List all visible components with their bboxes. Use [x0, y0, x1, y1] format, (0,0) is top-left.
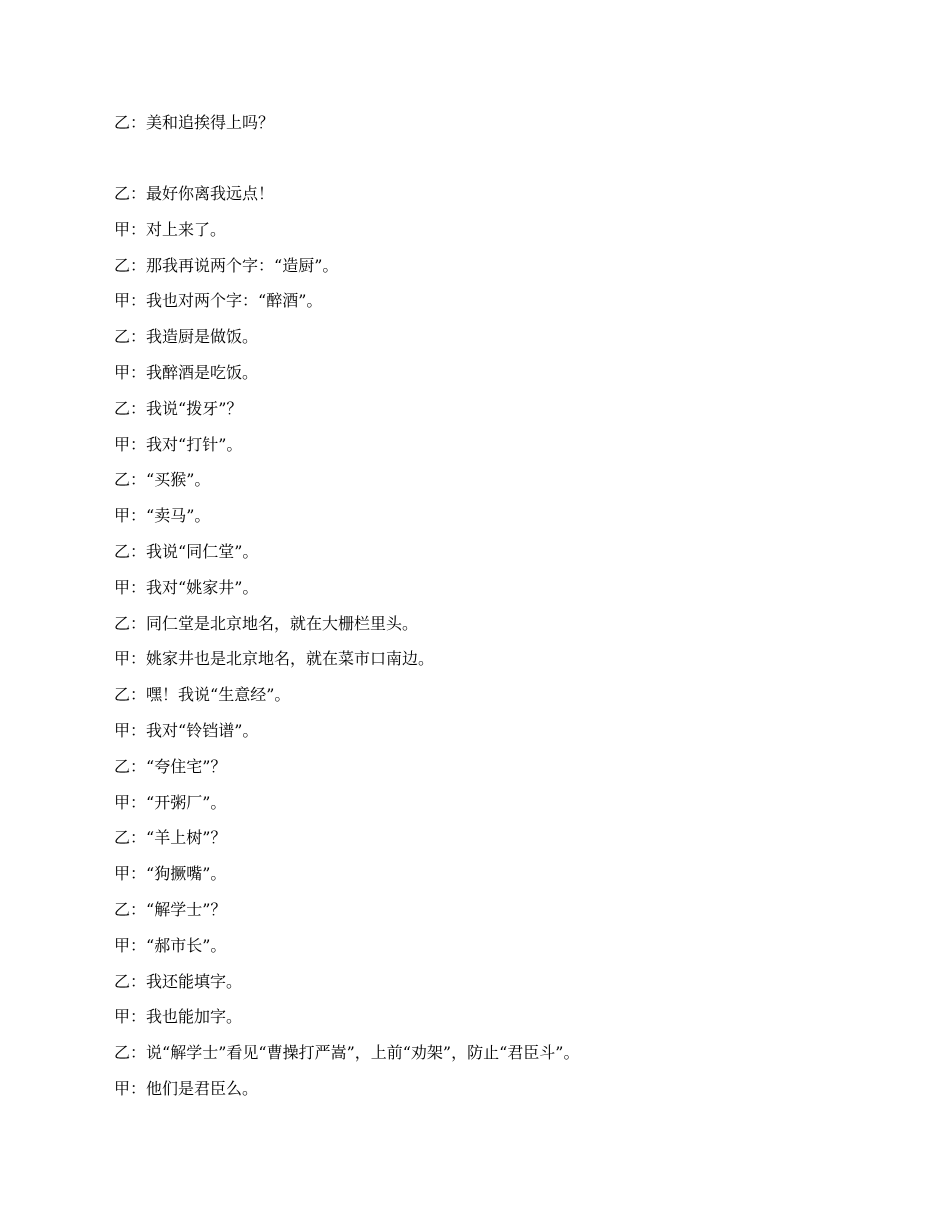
dialogue-line — [114, 684, 874, 720]
dialogue-text: 说“解学士”看见“曹操打严嵩”，上前“劝架”，防止“君臣斗”。 — [146, 1043, 580, 1063]
dialogue-line — [114, 326, 874, 362]
speaker-label: 乙 — [114, 541, 131, 561]
dialogue-text: 同仁堂是北京地名，就在大栅栏里头。 — [146, 613, 419, 633]
dialogue-line — [114, 935, 874, 971]
dialogue-line — [114, 1006, 874, 1042]
dialogue-text: 我醉酒是吃饭。 — [146, 362, 259, 382]
speaker-label: 甲 — [114, 792, 131, 812]
speaker-label: 甲 — [114, 362, 131, 382]
speaker-label: 甲 — [114, 1007, 131, 1027]
speaker-separator: ： — [130, 1078, 147, 1098]
dialogue-text: 他们是君臣么。 — [146, 1078, 259, 1098]
speaker-separator: ： — [130, 971, 147, 991]
speaker-separator: ： — [130, 756, 147, 776]
dialogue-text: 对上来了。 — [146, 219, 227, 239]
speaker-separator: ： — [130, 255, 147, 275]
speaker-separator: ： — [130, 184, 147, 203]
speaker-label: 甲 — [114, 434, 131, 454]
dialogue-text: 我也对两个字：“醉酒”。 — [146, 291, 323, 311]
speaker-separator: ： — [130, 792, 147, 812]
dialogue-text: 那我再说两个字：“造厨”。 — [146, 255, 339, 275]
dialogue-text: “狗撅嘴”。 — [146, 864, 227, 884]
speaker-separator: ： — [130, 470, 147, 490]
speaker-label: 甲 — [114, 506, 131, 526]
dialogue-text: “郝市长”。 — [146, 935, 227, 955]
speaker-separator: ： — [130, 613, 147, 633]
speaker-separator: ： — [130, 685, 147, 705]
speaker-label: 乙 — [114, 255, 131, 275]
speaker-label: 甲 — [114, 720, 131, 740]
speaker-separator: ： — [130, 541, 147, 561]
speaker-label: 乙 — [114, 184, 131, 203]
speaker-separator: ： — [130, 720, 147, 740]
dialogue-line-first — [114, 112, 274, 134]
speaker-separator: ： — [130, 327, 147, 347]
dialogue-line — [114, 863, 874, 899]
dialogue-text: “买猴”。 — [146, 470, 211, 490]
speaker-separator: ： — [130, 864, 147, 884]
dialogue-line — [114, 469, 874, 505]
speaker-label: 乙 — [114, 971, 131, 991]
dialogue-list — [114, 183, 874, 1114]
dialogue-text: 我说“拨牙”？ — [146, 398, 243, 418]
dialogue-text: 最好你离我远点！ — [146, 184, 275, 203]
dialogue-line — [114, 398, 874, 434]
speaker-separator: ： — [130, 899, 147, 919]
speaker-separator: ： — [130, 577, 147, 597]
speaker-label: 甲 — [114, 649, 131, 669]
dialogue-text: “开粥厂”。 — [146, 792, 227, 812]
dialogue-text: “羊上树”？ — [146, 828, 227, 848]
dialogue-line — [114, 290, 874, 326]
speaker-separator: ： — [130, 1043, 147, 1063]
dialogue-line — [114, 505, 874, 541]
dialogue-line — [114, 648, 874, 684]
dialogue-line — [114, 720, 874, 756]
dialogue-line — [114, 792, 874, 828]
dialogue-text: 我对“铃铛谱”。 — [146, 720, 259, 740]
dialogue-text: 嘿！我说“生意经”。 — [146, 685, 291, 705]
dialogue-line — [114, 434, 874, 470]
speaker-label: 乙 — [114, 685, 131, 705]
speaker-label: 乙 — [114, 828, 131, 848]
dialogue-line — [114, 613, 874, 649]
dialogue-text: 我对“姚家井”。 — [146, 577, 259, 597]
dialogue-text: 我说“同仁堂”。 — [146, 541, 259, 561]
dialogue-line — [114, 971, 874, 1007]
dialogue-line — [114, 827, 874, 863]
dialogue-line — [114, 577, 874, 613]
speaker-label: 甲 — [114, 577, 131, 597]
speaker-label: 乙 — [114, 756, 131, 776]
dialogue-line — [114, 362, 874, 398]
speaker-label: 乙 — [114, 899, 131, 919]
speaker-separator: ： — [130, 362, 147, 382]
speaker-separator: ： — [130, 291, 147, 311]
speaker-label: 乙 — [114, 613, 131, 633]
speaker-separator: ： — [130, 828, 147, 848]
dialogue-text: 我造厨是做饭。 — [146, 327, 259, 347]
dialogue-text: 我还能填字。 — [146, 971, 243, 991]
speaker-separator: ： — [130, 506, 147, 526]
speaker-label: 乙 — [114, 327, 131, 347]
speaker-separator: ： — [130, 1007, 147, 1027]
speaker-label: 甲 — [114, 864, 131, 884]
dialogue-line — [114, 541, 874, 577]
speaker-separator: ： — [130, 935, 147, 955]
dialogue-text: 我对“打针”。 — [146, 434, 243, 454]
dialogue-text: 我也能加字。 — [146, 1007, 243, 1027]
speaker-label: 乙 — [114, 1043, 131, 1063]
speaker-label: 乙 — [114, 470, 131, 490]
dialogue-line — [114, 1042, 874, 1078]
speaker-separator: ： — [130, 113, 147, 132]
speaker-label: 乙 — [114, 398, 131, 418]
dialogue-text: “夸住宅”？ — [146, 756, 227, 776]
dialogue-line — [114, 219, 874, 255]
dialogue-text: “卖马”。 — [146, 506, 211, 526]
dialogue-text: “解学士”？ — [146, 899, 227, 919]
speaker-separator: ： — [130, 434, 147, 454]
dialogue-line — [114, 183, 874, 219]
speaker-separator: ： — [130, 649, 147, 669]
dialogue-line — [114, 255, 874, 291]
speaker-separator: ： — [130, 398, 147, 418]
dialogue-line — [114, 756, 874, 792]
speaker-label: 甲 — [114, 291, 131, 311]
speaker-separator: ： — [130, 219, 147, 239]
speaker-label: 甲 — [114, 935, 131, 955]
speaker-label: 甲 — [114, 1078, 131, 1098]
dialogue-text: 姚家井也是北京地名，就在菜市口南边。 — [146, 649, 435, 669]
dialogue-text: 美和追挨得上吗？ — [146, 113, 275, 132]
dialogue-line — [114, 899, 874, 935]
speaker-label: 乙 — [114, 113, 131, 132]
speaker-label: 甲 — [114, 219, 131, 239]
dialogue-line — [114, 1078, 874, 1114]
